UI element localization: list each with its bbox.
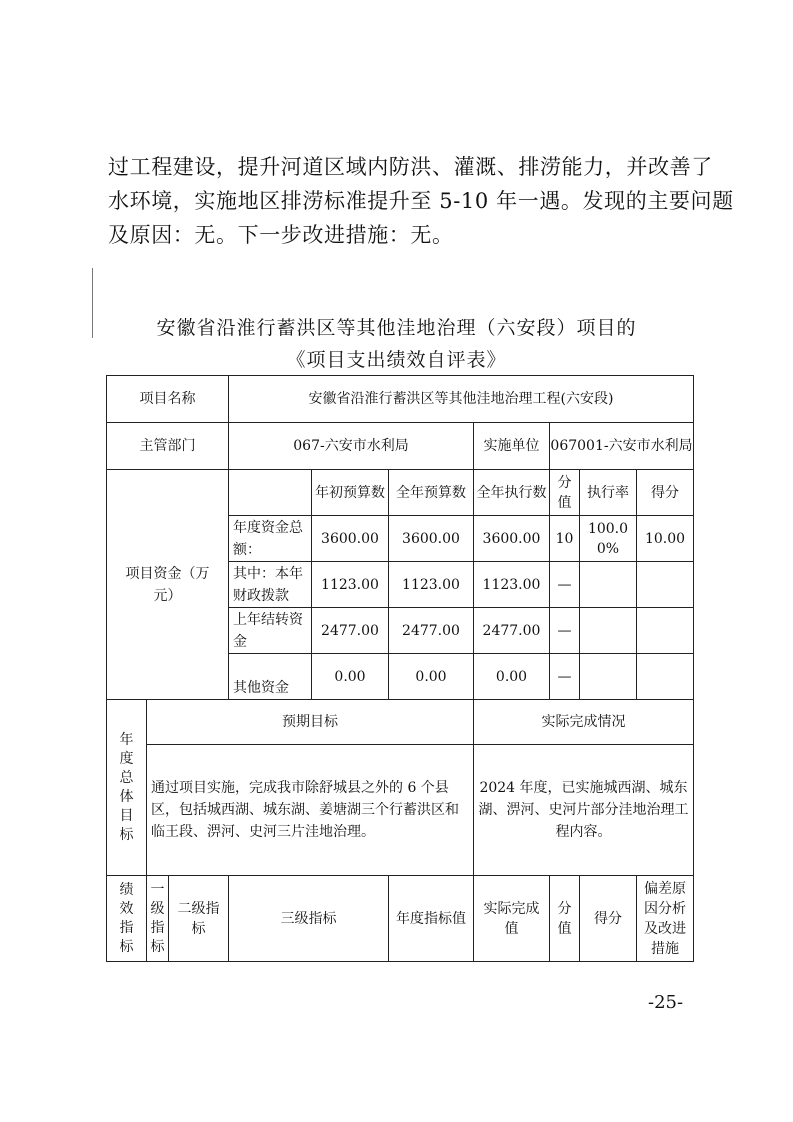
level1-header-text: 一级指标	[150, 881, 165, 955]
table-title-line1: 安徽省沿淮行蓄洪区等其他洼地治理（六安段）项目的	[156, 317, 637, 339]
score-value-header-text: 分值	[557, 900, 572, 937]
funds-cell	[580, 608, 637, 654]
dept-label: 主管部门	[107, 423, 229, 470]
funds-cell: 3600.00	[312, 516, 389, 562]
level1-header	[147, 876, 169, 962]
score-header: 得分	[580, 876, 637, 962]
funds-cell	[637, 608, 694, 654]
funds-cell	[580, 562, 637, 608]
actual-header: 实际完成情况	[474, 700, 694, 745]
funds-label-text: 项目资金（万元）	[125, 565, 210, 604]
dept-value: 067-六安市水利局	[229, 423, 474, 470]
funds-row-label: 年度资金总额：	[229, 516, 312, 562]
funds-cell	[637, 562, 694, 608]
table-row	[107, 376, 694, 423]
funds-header-score: 得分	[637, 470, 694, 516]
deviation-header-text: 偏差原因分析及改进措施	[644, 880, 686, 957]
goals-label	[107, 700, 147, 876]
paragraph-line: 水环境，实施地区排涝标准提升至 5-10 年一遇。发现的主要问题	[108, 189, 734, 213]
annual-value-header: 年度指标值	[389, 876, 474, 962]
expected-goal-text: 通过项目实施，完成我市除舒城县之外的 6 个县区，包括城西湖、城东湖、姜塘湖三个行蓄洪区和临王段、淠河、史河三片洼地治理。	[147, 745, 474, 876]
funds-header-executed: 全年执行数	[474, 470, 550, 516]
funds-header-blank	[229, 470, 312, 516]
funds-cell	[637, 654, 694, 700]
funds-row-label: 上年结转资金	[229, 608, 312, 654]
impl-unit-label: 实施单位	[474, 423, 550, 470]
table-row	[107, 470, 694, 516]
page-number: -25-	[648, 992, 684, 1013]
funds-header-initial: 年初预算数	[312, 470, 389, 516]
funds-cell: —	[550, 654, 580, 700]
funds-cell: 2477.00	[312, 608, 389, 654]
evaluation-table	[106, 375, 694, 962]
table-title-line2: 《项目支出绩效自评表》	[286, 349, 507, 371]
table-row	[107, 745, 694, 876]
goals-label-text: 年度总体目标	[119, 731, 134, 843]
funds-cell: 10.00	[637, 516, 694, 562]
project-name-label: 项目名称	[107, 376, 229, 423]
table-row	[107, 876, 694, 962]
deviation-header	[637, 876, 694, 962]
funds-cell: 0.00	[474, 654, 550, 700]
funds-header-rate: 执行率	[580, 470, 637, 516]
funds-header-score-value-text: 分值	[557, 474, 572, 511]
body-paragraph	[108, 150, 734, 252]
funds-cell: 1123.00	[312, 562, 389, 608]
funds-cell: 10	[550, 516, 580, 562]
funds-rate-text: 100.00%	[587, 520, 629, 557]
funds-cell: 2477.00	[389, 608, 474, 654]
expected-goal-header: 预期目标	[147, 700, 474, 745]
score-value-header	[550, 876, 580, 962]
actual-text: 2024 年度，已实施城西湖、城东湖、淠河、史河片部分洼地治理工程内容。	[474, 745, 694, 876]
paragraph-line: 及原因：无。下一步改进措施：无。	[108, 223, 454, 247]
funds-cell	[580, 516, 637, 562]
funds-cell: 1123.00	[389, 562, 474, 608]
actual-value-header-text: 实际完成值	[483, 900, 540, 937]
actual-value-header	[474, 876, 550, 962]
funds-cell: 2477.00	[474, 608, 550, 654]
funds-cell: 1123.00	[474, 562, 550, 608]
funds-header-annual: 全年预算数	[389, 470, 474, 516]
funds-cell: 0.00	[389, 654, 474, 700]
table-row	[107, 423, 694, 470]
funds-cell: 3600.00	[389, 516, 474, 562]
project-name-value: 安徽省沿淮行蓄洪区等其他洼地治理工程(六安段)	[229, 376, 694, 423]
level2-header-text: 二级指标	[177, 900, 220, 937]
level2-header	[169, 876, 229, 962]
paragraph-line: 过工程建设，提升河道区域内防洪、灌溉、排涝能力，并改善了	[108, 155, 713, 179]
funds-cell: 0.00	[312, 654, 389, 700]
level3-header: 三级指标	[229, 876, 389, 962]
funds-cell: —	[550, 608, 580, 654]
funds-cell: 3600.00	[474, 516, 550, 562]
indicator-label-text: 绩效指标	[119, 881, 134, 955]
funds-cell	[580, 654, 637, 700]
funds-row-label: 其他资金	[229, 654, 312, 700]
table-row	[107, 700, 694, 745]
indicator-label	[107, 876, 147, 962]
funds-cell: —	[550, 562, 580, 608]
funds-label	[107, 470, 229, 700]
impl-unit-value: 067001-六安市水利局	[550, 423, 694, 470]
funds-header-score-value	[550, 470, 580, 516]
funds-row-label: 其中：本年财政拨款	[229, 562, 312, 608]
